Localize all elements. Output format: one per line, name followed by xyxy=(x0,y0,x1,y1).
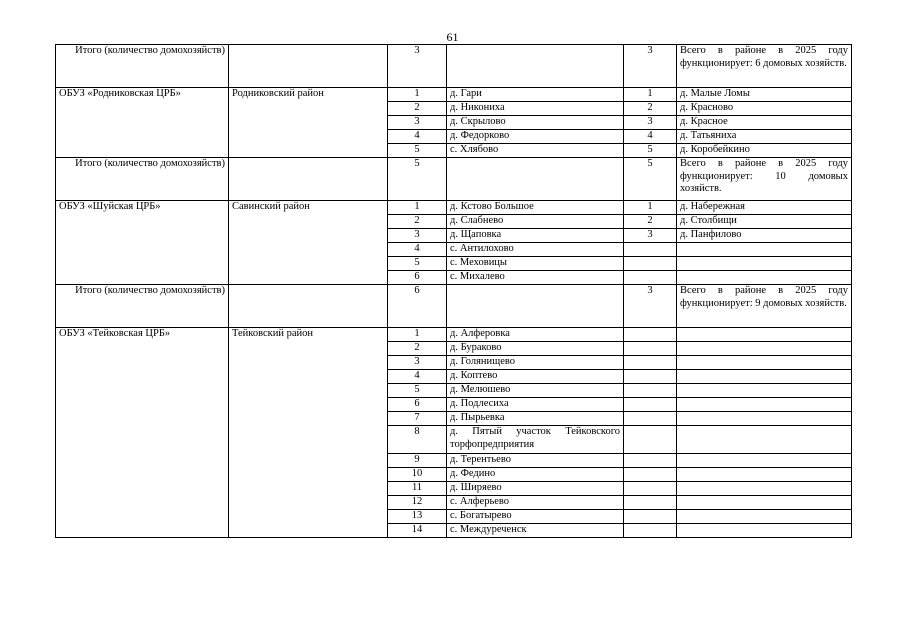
settlement-name: с. Междуреченск xyxy=(447,524,624,538)
row-number-2 xyxy=(624,342,677,356)
row-number-2 xyxy=(624,454,677,468)
settlement-name: с. Богатырево xyxy=(447,510,624,524)
settlement-name: д. Гари xyxy=(447,88,624,102)
settlements-table xyxy=(55,44,852,538)
settlement-name: д. Мелюшево xyxy=(447,384,624,398)
row-number-2: 1 xyxy=(624,88,677,102)
row-number: 5 xyxy=(388,384,447,398)
settlement-name-2 xyxy=(677,356,852,370)
row-number: 4 xyxy=(388,130,447,144)
row-number: 3 xyxy=(388,356,447,370)
settlement-name: с. Михалево xyxy=(447,271,624,285)
table-row xyxy=(56,88,852,102)
settlement-name: д. Кстово Большое xyxy=(447,201,624,215)
settlement-name: д. Щаповка xyxy=(447,229,624,243)
table-row xyxy=(56,328,852,342)
row-number: 11 xyxy=(388,482,447,496)
total-count-left: 3 xyxy=(388,45,447,88)
row-number-2 xyxy=(624,271,677,285)
row-number: 14 xyxy=(388,524,447,538)
total-row xyxy=(56,45,852,88)
row-number-2: 2 xyxy=(624,102,677,116)
row-number: 2 xyxy=(388,215,447,229)
settlement-name-2 xyxy=(677,468,852,482)
settlement-name-2 xyxy=(677,370,852,384)
row-number-2 xyxy=(624,510,677,524)
settlement-name-2: д. Набережная xyxy=(677,201,852,215)
settlement-name-2: д. Красново xyxy=(677,102,852,116)
settlement-name: д. Скрылово xyxy=(447,116,624,130)
org-name: ОБУЗ «Родниковская ЦРБ» xyxy=(56,88,229,158)
settlement-name: д. Алферовка xyxy=(447,328,624,342)
row-number-2 xyxy=(624,370,677,384)
row-number: 6 xyxy=(388,271,447,285)
settlement-name: с. Хлябово xyxy=(447,144,624,158)
settlement-name-2 xyxy=(677,454,852,468)
row-number-2: 3 xyxy=(624,116,677,130)
row-number: 2 xyxy=(388,342,447,356)
total-label: Итого (количество домохозяйств) xyxy=(56,45,229,88)
row-number-2: 3 xyxy=(624,229,677,243)
settlement-name-2: д. Малые Ломы xyxy=(677,88,852,102)
row-number-2 xyxy=(624,398,677,412)
row-number: 12 xyxy=(388,496,447,510)
settlement-name: д. Никониха xyxy=(447,102,624,116)
total-spacer-cell xyxy=(447,158,624,201)
table-row xyxy=(56,201,852,215)
row-number-2 xyxy=(624,412,677,426)
settlement-name: с. Антилохово xyxy=(447,243,624,257)
row-number: 9 xyxy=(388,454,447,468)
row-number: 4 xyxy=(388,243,447,257)
org-name: ОБУЗ «Шуйская ЦРБ» xyxy=(56,201,229,285)
total-count-left: 6 xyxy=(388,285,447,328)
row-number-2: 2 xyxy=(624,215,677,229)
row-number-2 xyxy=(624,524,677,538)
settlement-name: д. Слабнево xyxy=(447,215,624,229)
row-number: 7 xyxy=(388,412,447,426)
settlement-name-2 xyxy=(677,328,852,342)
row-number-2: 5 xyxy=(624,144,677,158)
settlement-name-2 xyxy=(677,510,852,524)
row-number: 6 xyxy=(388,398,447,412)
total-note: Всего в районе в 2025 году функционирует: 6 домовых хозяйств. xyxy=(677,45,852,88)
row-number: 8 xyxy=(388,426,447,454)
settlement-name-2 xyxy=(677,412,852,426)
total-district-cell xyxy=(229,158,388,201)
row-number: 13 xyxy=(388,510,447,524)
district-name: Тейковский район xyxy=(229,328,388,538)
row-number: 4 xyxy=(388,370,447,384)
settlement-name: с. Алферьево xyxy=(447,496,624,510)
total-note: Всего в районе в 2025 году функционирует: 10 домовых хозяйств. xyxy=(677,158,852,201)
row-number: 1 xyxy=(388,88,447,102)
settlement-name-2: д. Красное xyxy=(677,116,852,130)
settlement-name-2 xyxy=(677,243,852,257)
row-number-2 xyxy=(624,482,677,496)
row-number-2 xyxy=(624,426,677,454)
settlement-name-2: д. Коробейкино xyxy=(677,144,852,158)
total-spacer-cell xyxy=(447,285,624,328)
total-row xyxy=(56,285,852,328)
settlement-name-2 xyxy=(677,271,852,285)
total-count-left: 5 xyxy=(388,158,447,201)
district-name: Родниковский район xyxy=(229,88,388,158)
row-number: 1 xyxy=(388,201,447,215)
org-name: ОБУЗ «Тейковская ЦРБ» xyxy=(56,328,229,538)
district-name: Савинский район xyxy=(229,201,388,285)
settlement-name: д. Коптево xyxy=(447,370,624,384)
settlement-name: д. Подлесиха xyxy=(447,398,624,412)
row-number-2 xyxy=(624,384,677,398)
row-number: 3 xyxy=(388,229,447,243)
settlement-name: д. Федино xyxy=(447,468,624,482)
settlement-name-2 xyxy=(677,398,852,412)
settlement-name: с. Меховицы xyxy=(447,257,624,271)
row-number-2 xyxy=(624,468,677,482)
settlement-name-2 xyxy=(677,496,852,510)
settlement-name: д. Пятый участок Тейковского торфопредприятия xyxy=(447,426,624,454)
page-number: 61 xyxy=(446,30,459,44)
total-district-cell xyxy=(229,285,388,328)
settlement-name-2 xyxy=(677,384,852,398)
settlement-name: д. Терентьево xyxy=(447,454,624,468)
settlement-name-2 xyxy=(677,482,852,496)
row-number-2 xyxy=(624,243,677,257)
row-number: 5 xyxy=(388,257,447,271)
row-number: 5 xyxy=(388,144,447,158)
row-number: 3 xyxy=(388,116,447,130)
settlement-name-2: д. Столбищи xyxy=(677,215,852,229)
total-note: Всего в районе в 2025 году функционирует: 9 домовых хозяйств. xyxy=(677,285,852,328)
settlement-name-2 xyxy=(677,257,852,271)
settlement-name: д. Бураково xyxy=(447,342,624,356)
row-number-2: 1 xyxy=(624,201,677,215)
row-number-2 xyxy=(624,257,677,271)
settlement-name-2: д. Татьяниха xyxy=(677,130,852,144)
settlement-name-2 xyxy=(677,426,852,454)
settlement-name-2: д. Панфилово xyxy=(677,229,852,243)
settlement-name: д. Голянищево xyxy=(447,356,624,370)
row-number-2 xyxy=(624,328,677,342)
row-number-2 xyxy=(624,496,677,510)
total-spacer-cell xyxy=(447,45,624,88)
row-number: 2 xyxy=(388,102,447,116)
settlement-name-2 xyxy=(677,524,852,538)
total-label: Итого (количество домохозяйств) xyxy=(56,285,229,328)
settlement-name: д. Пырьевка xyxy=(447,412,624,426)
row-number: 10 xyxy=(388,468,447,482)
total-count-right: 5 xyxy=(624,158,677,201)
row-number-2: 4 xyxy=(624,130,677,144)
total-count-right: 3 xyxy=(624,45,677,88)
total-count-right: 3 xyxy=(624,285,677,328)
settlement-name: д. Ширяево xyxy=(447,482,624,496)
settlement-name-2 xyxy=(677,342,852,356)
row-number-2 xyxy=(624,356,677,370)
total-label: Итого (количество домохозяйств) xyxy=(56,158,229,201)
total-district-cell xyxy=(229,45,388,88)
row-number: 1 xyxy=(388,328,447,342)
settlement-name: д. Федорково xyxy=(447,130,624,144)
total-row xyxy=(56,158,852,201)
